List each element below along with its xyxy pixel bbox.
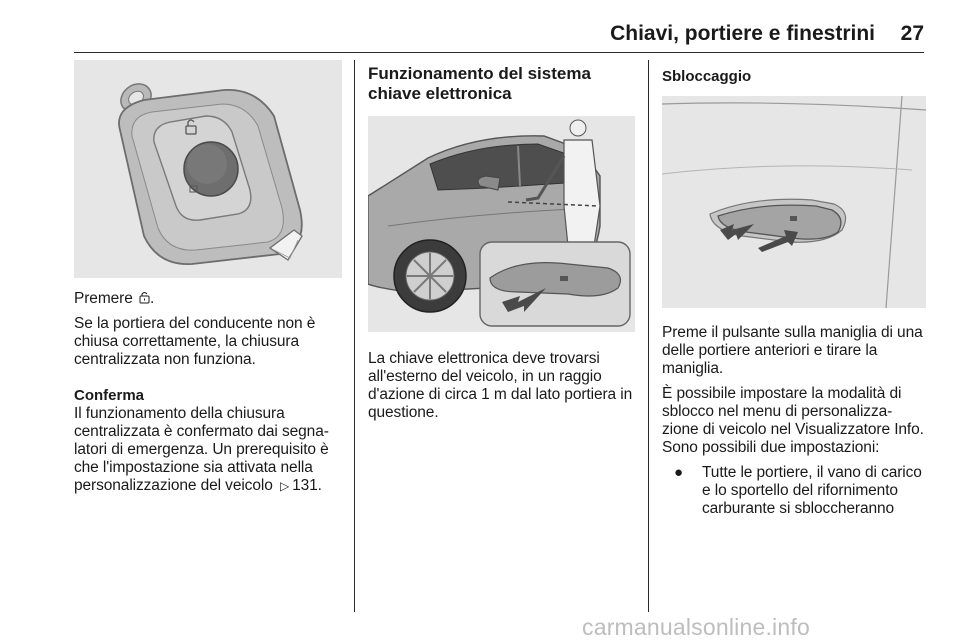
page-reference-arrow-icon: ▷ — [279, 479, 290, 493]
page-number: 27 — [900, 22, 924, 45]
column-3 — [662, 60, 926, 518]
bullet-text: Tutte le portiere, il vano di carico e lo sportello del rifornimento carburante si sbloccheranno — [702, 464, 922, 517]
unlock-settings-paragraph: È possibile impostare la modalità di sblocco nel menu di personalizza-zione di veicolo nel Visualizzatore Info. Sono possibili due impostazioni: — [662, 385, 924, 456]
key-fob-illustration — [74, 60, 342, 278]
page-header-title: Chiavi, portiere e finestrini — [610, 22, 875, 45]
confirm-paragraph: Il funzionamento della chiusura centralizzata è confermato dai segna-latori di emergenza. Un prerequisito è che l'impostazione sia attivata nella personalizzazione del veicolo ▷ 131. — [74, 405, 329, 494]
press-instruction: Premere . — [74, 290, 155, 307]
range-paragraph: La chiave elettronica deve trovarsi all'esterno del veicolo, in un raggio d'azione di circa 1 m dal lato portiera in questione. — [368, 350, 633, 421]
confirm-subheading: Conferma — [74, 387, 145, 404]
car-keyless-illustration — [368, 116, 635, 332]
door-handle-illustration — [662, 96, 926, 308]
column-divider-left — [354, 60, 355, 612]
watermark: carmanualsonline.info — [582, 614, 810, 640]
list-item — [662, 464, 926, 518]
column-divider-right — [648, 60, 649, 612]
unlock-instruction: Preme il pulsante sulla maniglia di una delle portiere anteriori e tirare la maniglia. — [662, 324, 923, 377]
unlock-subheading: Sbloccaggio — [662, 68, 752, 85]
column-2 — [368, 60, 635, 422]
driver-door-note: Se la portiera del conducente non è chiusa correttamente, la chiusura centralizzata non funziona. — [74, 315, 316, 368]
header-divider — [74, 52, 924, 53]
section-heading: Funzionamento del sistema chiave elettronica — [368, 64, 591, 103]
bullet-icon: ● — [674, 464, 684, 481]
column-1 — [74, 60, 342, 495]
page-reference[interactable]: 131. — [292, 477, 322, 494]
lock-open-icon — [139, 291, 150, 303]
